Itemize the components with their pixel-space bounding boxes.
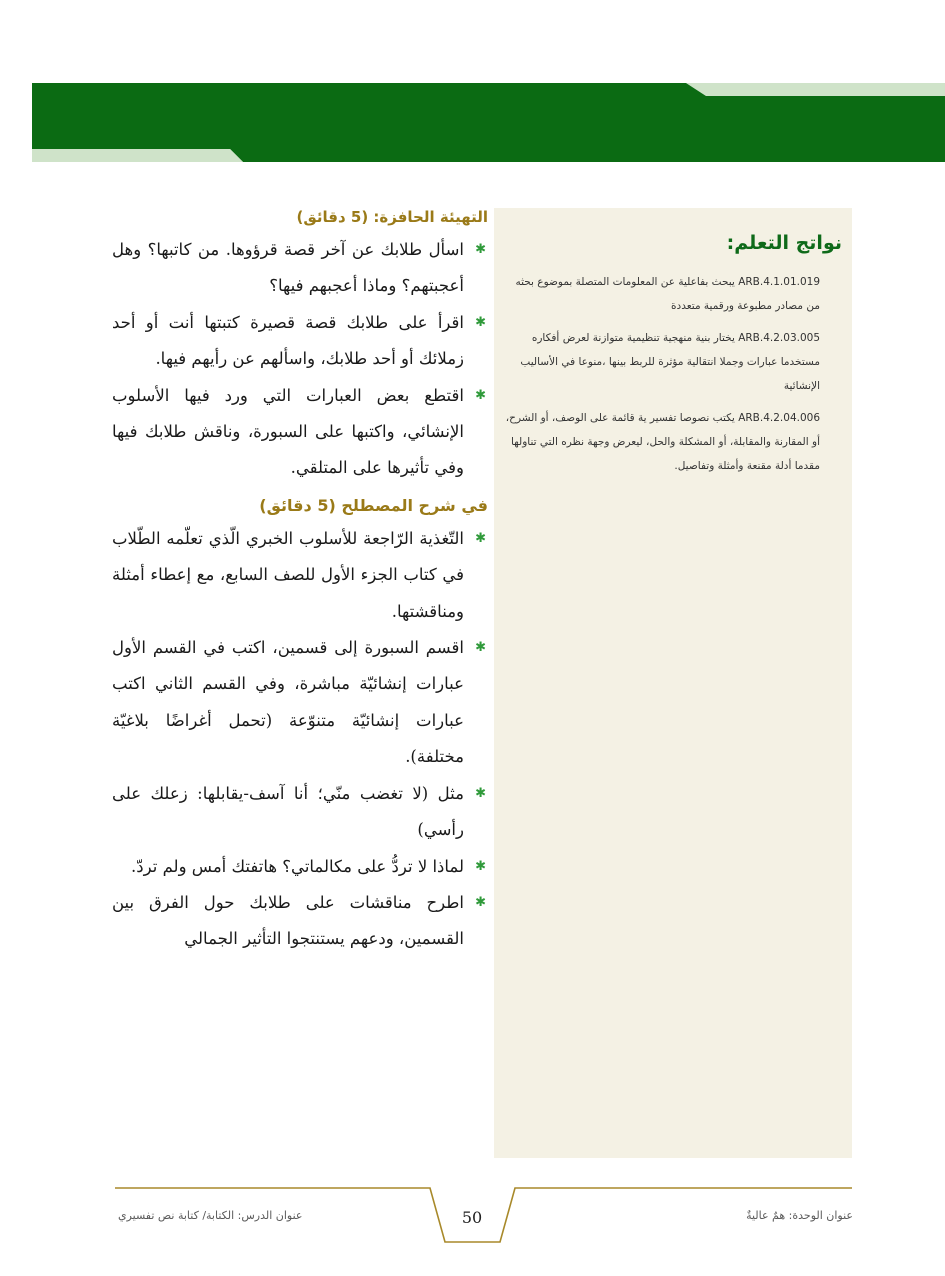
list-item-text: اقتطع بعض العبارات التي ورد فيها الأسلوب الإنشائي، واكتبها على السبورة، وناقش طلابك فيها وفي تأثيرها على المتلقي. xyxy=(112,385,464,478)
list-item-text: مثل (لا تغضب منّي؛ أنا آسف-يقابلها: زعلك على رأسي) xyxy=(112,783,464,840)
list-item-text: اقرأ على طلابك قصة قصيرة كتبتها أنت أو أحد زملائك أو أحد طلابك، واسألهم عن رأيهم فيها. xyxy=(112,312,464,369)
list-item-text: اسأل طلابك عن آخر قصة قرؤوها. من كاتبها؟ وهل أعجبتهم؟ وماذا أعجبهم فيها؟ xyxy=(112,240,464,296)
star-bullet-icon: ✱ xyxy=(475,894,486,910)
outcome-item: ARB.4.1.01.019 يبحث بفاعلية عن المعلومات المتصلة بموضوع بحثه من مصادر مطبوعة ورقمية متعددة xyxy=(515,276,820,312)
list-item-text: لماذا لا تردُّ على مكالماتي؟ هاتفتك أمس ولم تردّ. xyxy=(131,856,464,876)
star-bullet-icon: ✱ xyxy=(475,530,486,546)
warmup-list xyxy=(112,232,488,487)
star-bullet-icon: ✱ xyxy=(475,387,486,403)
banner-light-strip-top xyxy=(686,83,945,96)
lesson-title: عنوان الدرس: الكتابة/ كتابة نص تفسيري xyxy=(118,1209,303,1222)
list-item xyxy=(112,305,488,378)
list-item xyxy=(112,378,488,487)
star-bullet-icon: ✱ xyxy=(475,785,486,801)
page-number: 50 xyxy=(461,1208,483,1227)
outcome-item: ARB.4.2.04.006 يكتب نصوصا تفسير ية قائمة على الوصف، أو الشرح، أو المقارنة والمقابلة، أو المشكلة والحل، ليعرض وجهة نظره التي تناولها مقدما أدلة مقنعة وأمثلة وتفاصيل. xyxy=(505,412,820,472)
list-item-text: اطرح مناقشات على طلابك حول الفرق بين القسمين، ودعهم يستنتجوا التأثير الجمالي xyxy=(112,892,464,949)
list-item-text: اقسم السبورة إلى قسمين، اكتب في القسم الأول عبارات إنشائيّة مباشرة، وفي القسم الثاني اكتب عبارات إنشائيّة متنوّعة (تحمل أغراضًا بلاغيّة مختلفة). xyxy=(112,638,464,767)
star-bullet-icon: ✱ xyxy=(475,242,486,257)
banner-light-strip-bottom xyxy=(32,149,243,162)
term-explanation-title: في شرح المصطلح (5 دقائق) xyxy=(259,495,488,515)
unit-title: عنوان الوحدة: همٌ عاليةٌ xyxy=(746,1209,853,1222)
list-item xyxy=(112,885,488,958)
list-item xyxy=(112,630,488,776)
learning-outcomes-panel xyxy=(494,208,852,1158)
lesson-content xyxy=(112,204,488,958)
list-item xyxy=(112,849,488,885)
list-item xyxy=(112,232,488,305)
term-explanation-list xyxy=(112,521,488,958)
star-bullet-icon: ✱ xyxy=(475,858,486,874)
list-item xyxy=(112,521,488,630)
list-item xyxy=(112,776,488,849)
outcome-item: ARB.4.2.03.005 يختار بنية منهجية تنظيمية متوازنة لعرض أفكاره مستخدما عبارات وجملا انتقالية مؤثرة للربط بينها ،منوعا في الأساليب الإنشائية xyxy=(520,332,820,392)
star-bullet-icon: ✱ xyxy=(475,314,486,330)
term-explanation-section xyxy=(112,493,488,958)
learning-outcomes-title: نواتج التعلم: xyxy=(726,232,842,254)
header-banner xyxy=(0,0,945,165)
warmup-title: التهيئة الحافزة: (5 دقائق) xyxy=(296,208,488,226)
list-item-text: التّغذية الرّاجعة للأسلوب الخبري الّذي تعلّمه الطّلاب في كتاب الجزء الأول للصف السابع، مع إعطاء أمثلة ومناقشتها. xyxy=(112,528,464,621)
outcomes-list xyxy=(504,270,820,486)
star-bullet-icon: ✱ xyxy=(475,640,486,656)
warmup-section xyxy=(112,204,488,487)
